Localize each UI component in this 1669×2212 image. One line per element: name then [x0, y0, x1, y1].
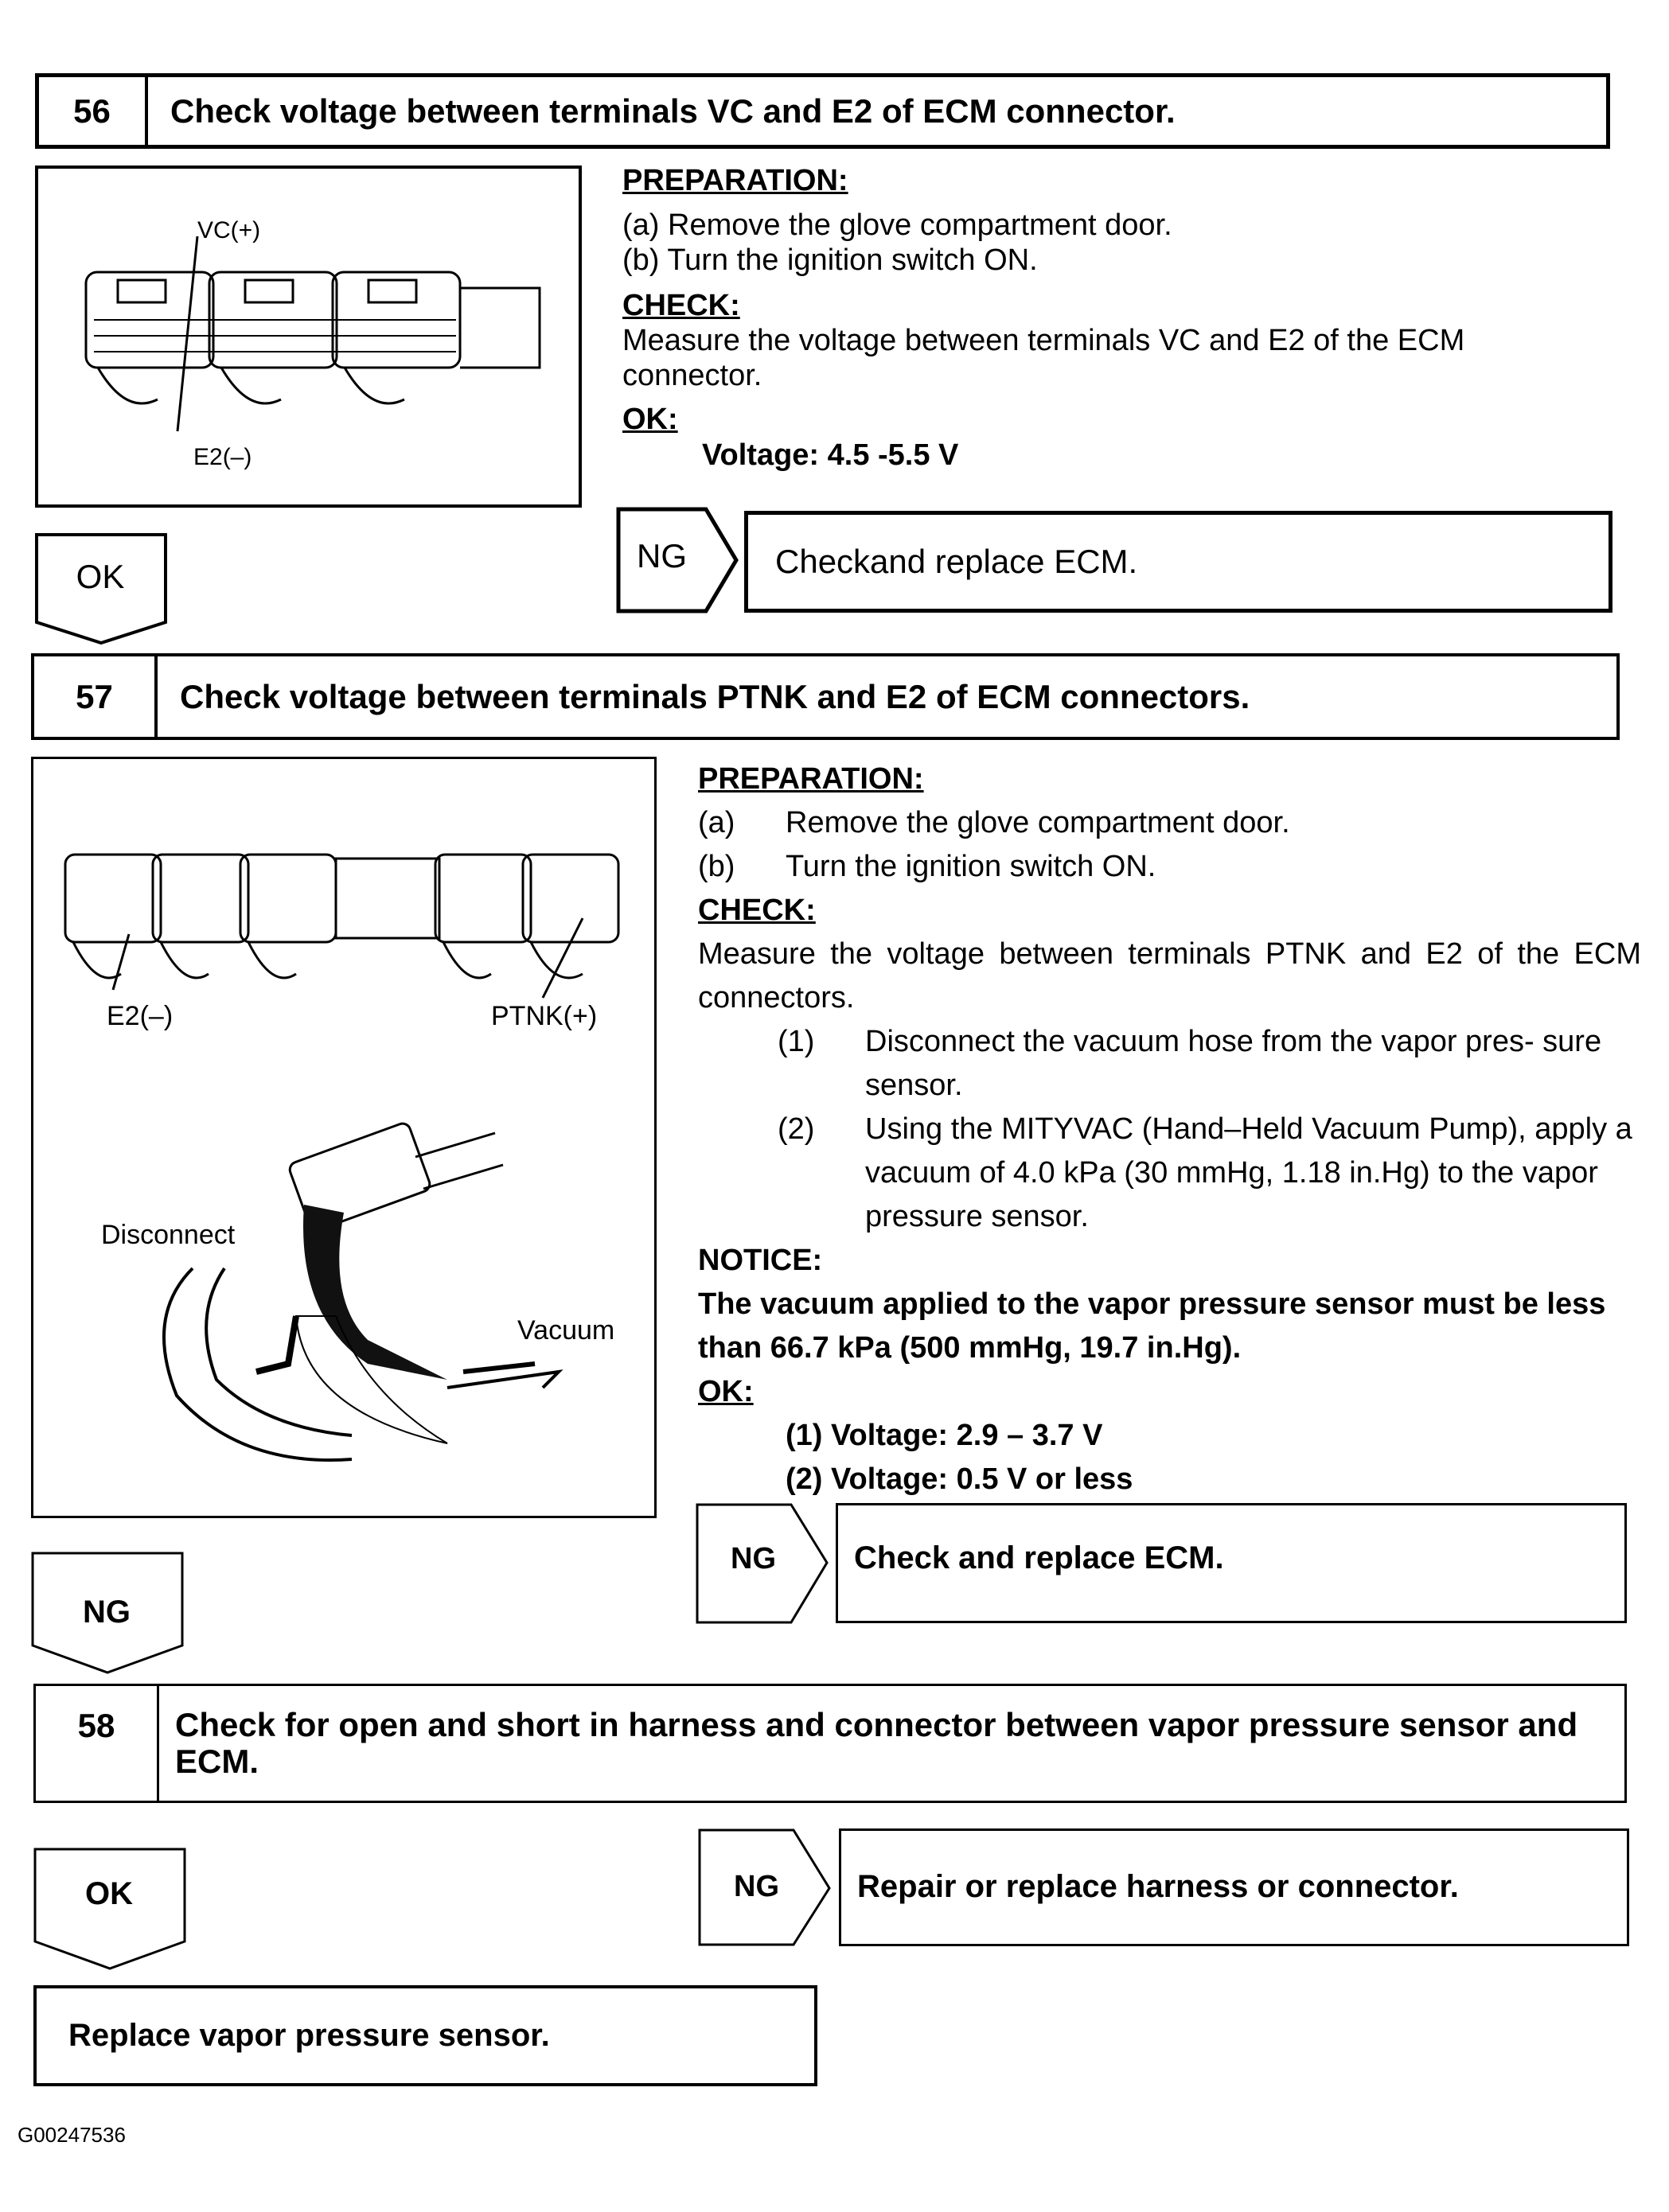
ok-arrow-label: OK: [76, 558, 125, 595]
substep-marker: (2): [778, 1112, 815, 1146]
ng-action-text: Checkand replace ECM.: [775, 543, 1138, 580]
ecm-connector-illustration: [38, 169, 585, 511]
substep-marker: (1): [778, 1025, 815, 1058]
prep-text: Remove the glove compartment door.: [786, 806, 1290, 839]
check-label: CHECK:: [622, 289, 740, 322]
notice-label: NOTICE:: [698, 1244, 823, 1277]
step-number: 56: [39, 77, 148, 145]
ng-action-text: Repair or replace harness or connector.: [857, 1869, 1459, 1904]
final-action-text: Replace vapor pressure sensor.: [68, 2018, 550, 2053]
ok-value: (2) Voltage: 0.5 V or less: [786, 1462, 1133, 1496]
prep-marker: (a): [698, 806, 735, 839]
ok-value: Voltage: 4.5 -5.5 V: [702, 438, 959, 472]
notice-text: The vacuum applied to the vapor pressure sensor must be less than 66.7 kPa (500 mmHg, 19.7 in.Hg).: [698, 1287, 1606, 1365]
e2-terminal-label: E2(–): [107, 1001, 174, 1031]
substep-text: Using the MITYVAC (Hand–Held Vacuum Pump), apply a vacuum of 4.0 kPa (30 mmHg, 1.18 in.Hg) to the vapor pressure sensor.: [865, 1112, 1632, 1233]
step-57-instructions: [698, 757, 1641, 1501]
ok-value: (1) Voltage: 2.9 – 3.7 V: [786, 1419, 1103, 1452]
ng-label: NG: [731, 1542, 776, 1575]
ng-action-text: Check and replace ECM.: [854, 1540, 1224, 1575]
figure-code: G00247536: [18, 2123, 126, 2147]
ok-label: OK:: [698, 1375, 754, 1408]
disconnect-label: Disconnect: [101, 1220, 236, 1250]
substep: [698, 1020, 1641, 1108]
ecm-connector-figure-56: [35, 166, 582, 508]
step-58-header: [33, 1684, 1627, 1803]
step-57-header: [31, 653, 1620, 740]
step-title: Check voltage between terminals PTNK and E2 of ECM connectors.: [180, 677, 1250, 715]
ok-arrow-label: OK: [85, 1876, 133, 1911]
prep-item: (a) Remove the glove compartment door.: [622, 208, 1172, 242]
check-text: Measure the voltage between terminals VC and E2 of the ECM connector.: [622, 324, 1465, 392]
check-label: CHECK:: [698, 894, 816, 927]
substep-text: Disconnect the vacuum hose from the vapor pres- sure sensor.: [865, 1025, 1602, 1102]
ng-label: NG: [734, 1870, 779, 1903]
ng-action-box: [744, 511, 1612, 613]
ng-arrow-label: NG: [83, 1595, 131, 1630]
step-56-header: [35, 73, 1610, 149]
ecm-and-vapor-sensor-illustration: [33, 759, 659, 1521]
ng-label: NG: [637, 537, 687, 574]
check-text: Measure the voltage between terminals PTNK and E2 of the ECM connectors.: [698, 937, 1641, 1014]
prep-item: (b) Turn the ignition switch ON.: [622, 243, 1038, 277]
ng-action-box: [839, 1828, 1629, 1946]
step-title: Check for open and short in harness and connector between vapor pressure sensor and ECM.: [175, 1706, 1578, 1780]
prep-item: [698, 801, 1641, 845]
preparation-label: PREPARATION:: [698, 762, 924, 796]
ng-action-box: [836, 1503, 1627, 1623]
ptnk-terminal-label: PTNK(+): [491, 1001, 598, 1031]
vc-terminal-label: VC(+): [197, 217, 261, 243]
preparation-label: PREPARATION:: [622, 164, 848, 197]
e2-terminal-label: E2(–): [193, 444, 252, 470]
prep-item: [698, 845, 1641, 889]
vacuum-label: Vacuum: [517, 1315, 615, 1346]
step-56-instructions: [622, 164, 1601, 473]
ptnk-figure-57: [31, 757, 657, 1518]
prep-marker: (b): [698, 850, 735, 883]
step-number: 58: [36, 1686, 159, 1801]
step-title: Check voltage between terminals VC and E2 of ECM connector.: [170, 92, 1176, 130]
ok-label: OK:: [622, 403, 678, 436]
step-number: 57: [34, 656, 158, 737]
substep: [698, 1108, 1641, 1239]
prep-text: Turn the ignition switch ON.: [786, 850, 1156, 883]
final-action-box: [33, 1985, 817, 2086]
